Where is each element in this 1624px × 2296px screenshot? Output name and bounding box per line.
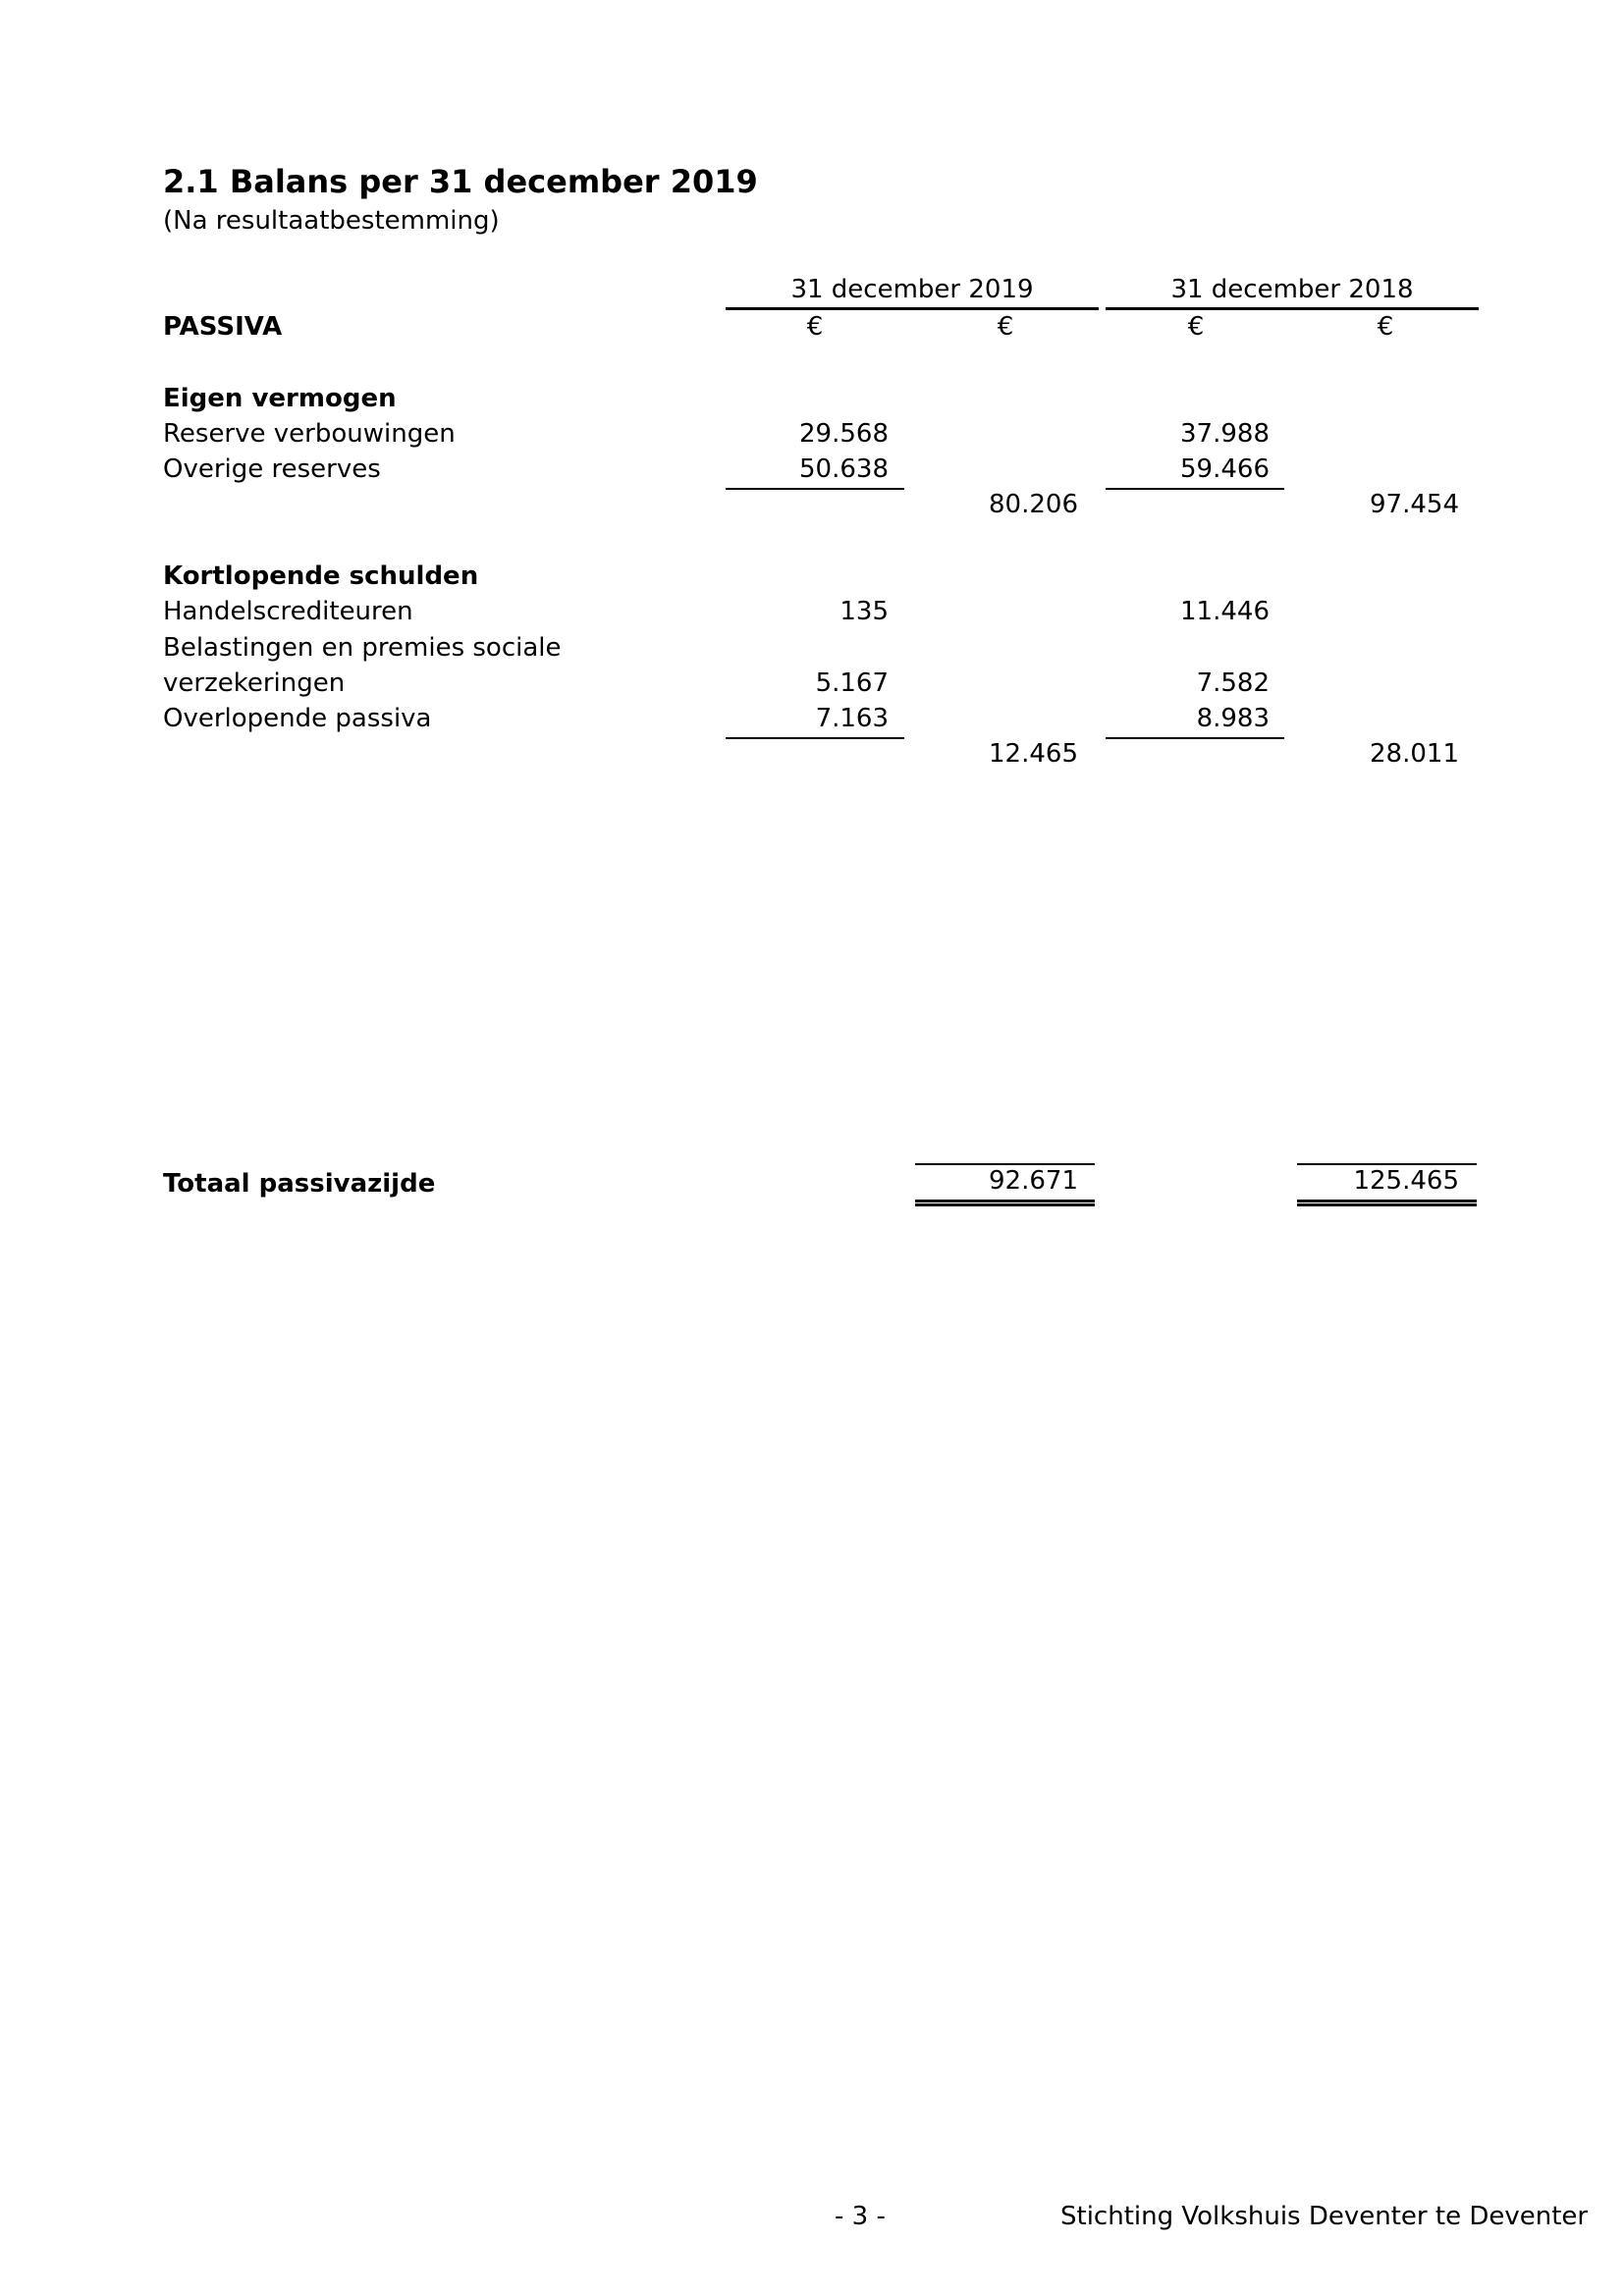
footer-organization: Stichting Volkshuis Deventer te Deventer: [1060, 2202, 1589, 2231]
row-label: Overige reserves: [163, 454, 381, 484]
section-heading-eigen-vermogen: Eigen vermogen: [163, 384, 397, 413]
row-label: Belastingen en premies sociale: [163, 633, 562, 663]
total-2018: 125.465: [1353, 1166, 1459, 1196]
value-2019: 29.568: [799, 419, 889, 449]
value-2019: 50.638: [799, 454, 889, 484]
subtotal-rule: [1106, 488, 1284, 490]
row-label-continued: verzekeringen: [163, 668, 346, 698]
value-2019: 135: [839, 597, 889, 626]
value-2018: 8.983: [1196, 704, 1270, 733]
subtotal-2018: 28.011: [1370, 739, 1459, 769]
row-label: Reserve verbouwingen: [163, 419, 456, 449]
page-number: - 3 -: [835, 2202, 886, 2231]
total-top-rule: [915, 1163, 1095, 1165]
section-label-passiva: PASSIVA: [163, 312, 283, 342]
subtotal-2019: 12.465: [989, 739, 1078, 769]
row-label: Overlopende passiva: [163, 704, 432, 733]
total-label: Totaal passivazijde: [163, 1169, 436, 1199]
value-2018: 11.446: [1180, 597, 1270, 626]
total-double-rule: [915, 1200, 1095, 1206]
total-double-rule: [1297, 1200, 1477, 1206]
column-header-2019: 31 december 2019: [790, 275, 1034, 304]
page-subtitle: (Na resultaatbestemming): [163, 206, 500, 236]
subtotal-2019: 80.206: [989, 490, 1078, 519]
currency-symbol: €: [806, 312, 824, 342]
value-2018: 59.466: [1180, 454, 1270, 484]
column-header-rule-2019: [726, 307, 1099, 310]
subtotal-2018: 97.454: [1370, 490, 1459, 519]
value-2019: 7.163: [815, 704, 889, 733]
column-header-rule-2018: [1106, 307, 1479, 310]
subtotal-rule: [1106, 737, 1284, 739]
currency-symbol: €: [997, 312, 1014, 342]
subtotal-rule: [726, 488, 904, 490]
currency-symbol: €: [1187, 312, 1205, 342]
total-top-rule: [1297, 1163, 1477, 1165]
subtotal-rule: [726, 737, 904, 739]
value-2018: 7.582: [1196, 668, 1270, 698]
row-label: Handelscrediteuren: [163, 597, 413, 626]
total-2019: 92.671: [989, 1166, 1078, 1196]
page-title: 2.1 Balans per 31 december 2019: [163, 163, 758, 200]
value-2018: 37.988: [1180, 419, 1270, 449]
column-header-2018: 31 december 2018: [1170, 275, 1414, 304]
value-2019: 5.167: [815, 668, 889, 698]
section-heading-kortlopende-schulden: Kortlopende schulden: [163, 561, 479, 591]
currency-symbol: €: [1377, 312, 1394, 342]
